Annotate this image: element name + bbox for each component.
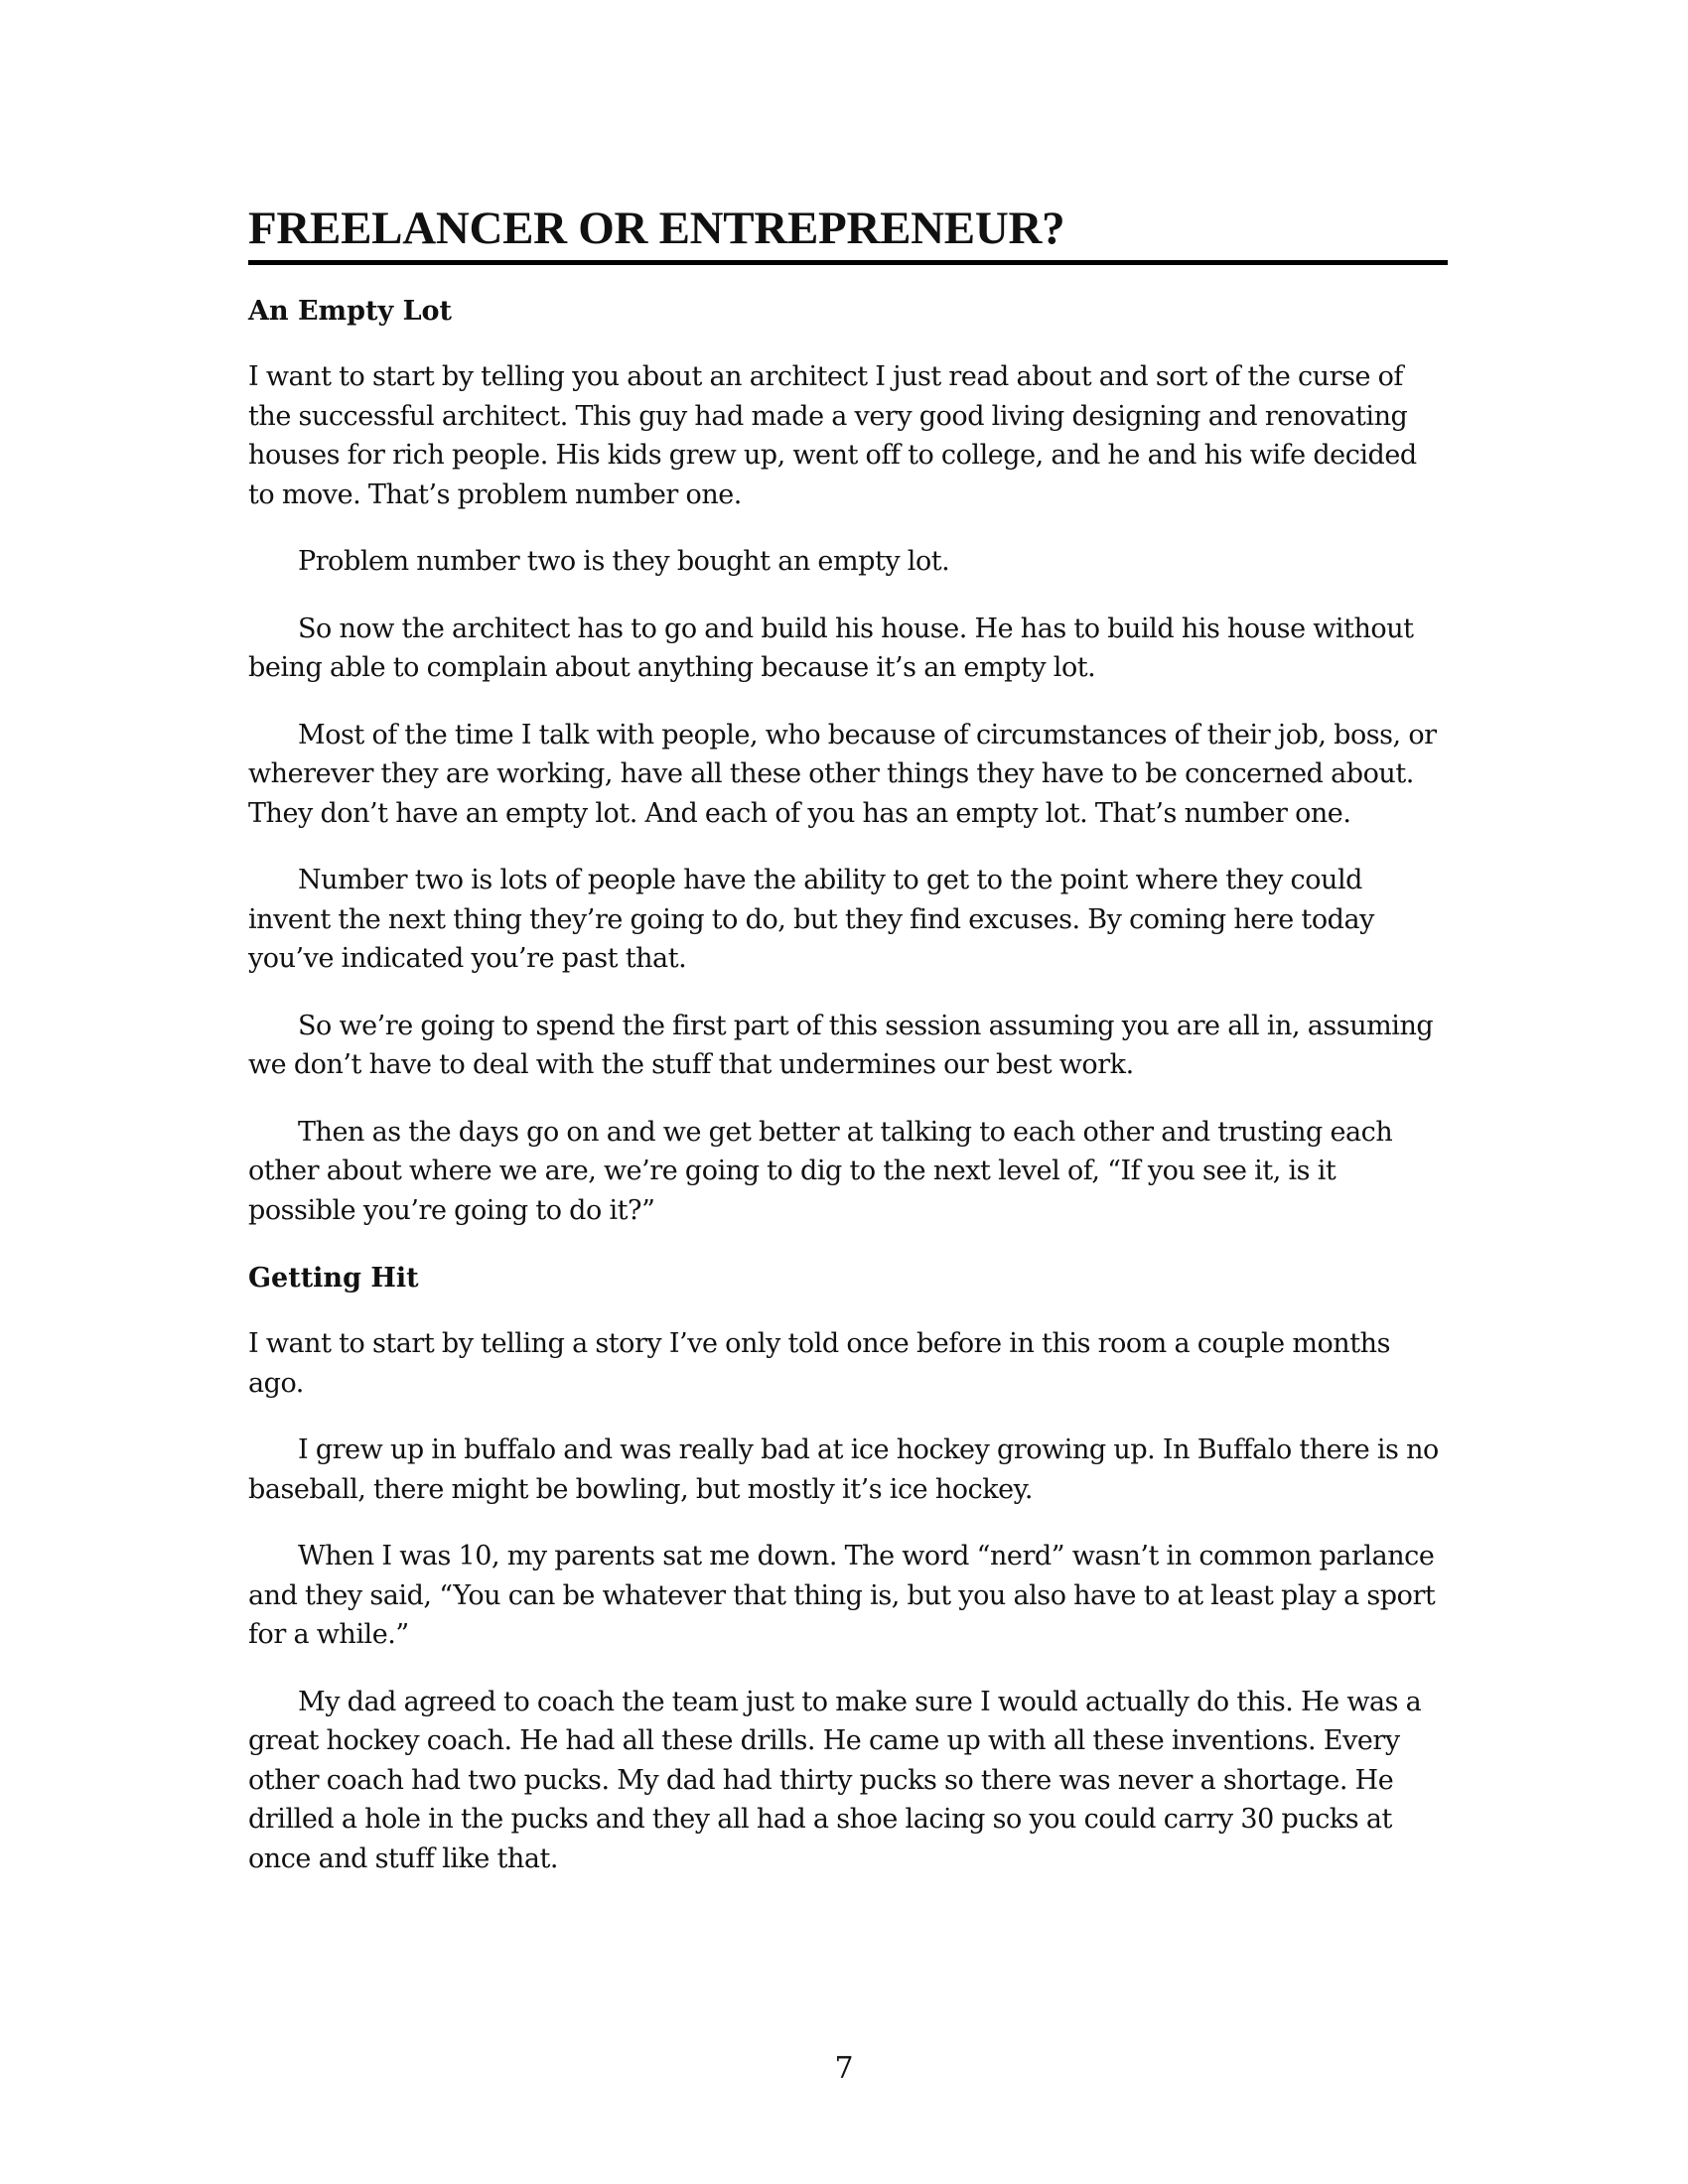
page-body bbox=[248, 199, 1448, 1878]
paragraph: So now the architect has to go and build his house. He has to build his house without being able to complain about anything because it’s an empty lot. bbox=[248, 613, 1414, 683]
paragraph: Most of the time I talk with people, who because of circumstances of their job, boss, or wherever they are working, have all these other things they have to be concerned about. They don’t have an empty lot. And each of you has an empty lot. That’s number one. bbox=[248, 719, 1437, 829]
paragraph: So we’re going to spend the first part of this session assuming you are all in, assuming we don’t have to deal with the stuff that undermines our best work. bbox=[248, 1010, 1434, 1080]
page-number: 7 bbox=[834, 2051, 854, 2086]
paragraph: Then as the days go on and we get better at talking to each other and trusting each other about where we are, we’re going to dig to the next level of, “If you see it, is it possible you’re going to do it?” bbox=[248, 1116, 1393, 1226]
paragraph: I want to start by telling a story I’ve only told once before in this room a couple months ago. bbox=[248, 1328, 1390, 1399]
paragraph: When I was 10, my parents sat me down. The word “nerd” wasn’t in common parlance and they said, “You can be whatever that thing is, but you also have to at least play a sport for a while.” bbox=[248, 1541, 1436, 1650]
paragraph: I want to start by telling you about an architect I just read about and sort of the curse of the successful architect. This guy had made a very good living designing and renovating houses for rich people. His kids grew up, went off to college, and he and his wife decided to move. That’s problem number one. bbox=[248, 361, 1417, 510]
section-heading-getting-hit: Getting Hit bbox=[248, 1263, 419, 1294]
paragraph: I grew up in buffalo and was really bad at ice hockey growing up. In Buffalo there is no baseball, there might be bowling, but mostly it’s ice hockey. bbox=[248, 1434, 1439, 1505]
paragraph: Number two is lots of people have the ability to get to the point where they could invent the next thing they’re going to do, but they find excuses. By coming here today you’ve indicated you’re past that. bbox=[248, 865, 1374, 974]
paragraph: Problem number two is they bought an empty lot. bbox=[298, 546, 950, 577]
section-heading-empty-lot: An Empty Lot bbox=[248, 296, 453, 327]
chapter-title: FREELANCER OR ENTREPRENEUR? bbox=[248, 199, 1448, 265]
paragraph: My dad agreed to coach the team just to make sure I would actually do this. He was a great hockey coach. He had all these drills. He came up with all these inventions. Every other coach had two pucks. My dad had thirty pucks so there was never a shortage. He drilled a hole in the pucks and they all had a shoe lacing so you could carry 30 pucks at once and stuff like that. bbox=[248, 1686, 1422, 1874]
